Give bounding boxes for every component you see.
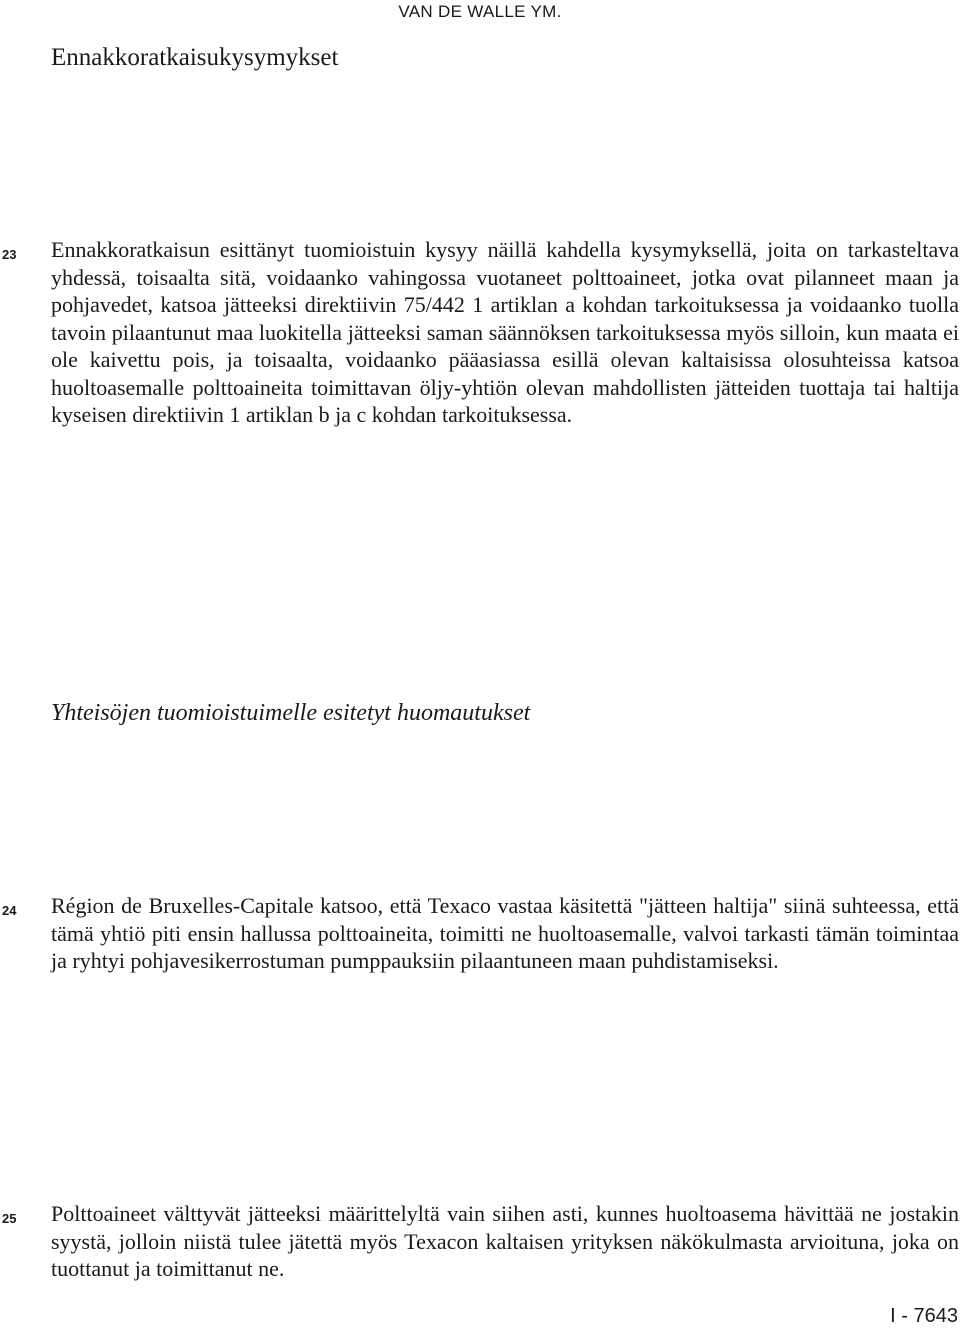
- paragraph-number: 24: [2, 903, 17, 918]
- section-heading-preliminary-questions: Ennakkoratkaisukysymykset: [51, 44, 339, 71]
- paragraph-text: Ennakkoratkaisun esittänyt tuomioistuin kysyy näillä kahdella kysymyksellä, joita on tarkasteltava yhdessä, toisaalta sitä, voidaanko vahingossa vuotaneet polttoaineet, jotka ovat pilanneet maan ja pohjavedet, katsoa jätteeksi direktiivin 75/442 1 artiklan a kohdan tarkoituksessa ja voidaanko tuolla tavoin pilaantunut maa luokitella jätteeksi saman säännöksen tarkoituksessa myös silloin, kun maata ei ole kaivettu pois, ja toisaalta, voidaanko pääasiassa esillä olevan kaltaisissa olosuhteissa katsoa huoltoasemalle polttoaineita toimittavan öljy-yhtiön olevan mahdollisten jätteiden tuottaja tai haltija kyseisen direktiivin 1 artiklan b ja c kohdan tarkoituksessa.: [51, 237, 959, 427]
- page-number: I - 7643: [890, 1305, 958, 1327]
- running-head: VAN DE WALLE YM.: [398, 2, 562, 21]
- section-heading-observations: Yhteisöjen tuomioistuimelle esitetyt huomautukset: [51, 700, 531, 726]
- paragraph-text: Région de Bruxelles-Capitale katsoo, että Texaco vastaa käsitettä "jätteen haltija" siinä suhteessa, että tämä yhtiö piti ensin hallussa polttoaineita, toimitti ne huoltoasemalle, valvoi tarkasti tämän toimintaa ja ryhtyi pohjavesikerrostuman pumppauksiin pilaantuneen maan puhdistamiseksi.: [51, 893, 959, 973]
- paragraph-text: Polttoaineet välttyvät jätteeksi määrittelyltä vain siihen asti, kunnes huoltoasema hävittää ne jostakin syystä, jolloin niistä tulee jätettä myös Texacon kaltaisen yrityksen näkökulmasta arvioituna, joka on tuottanut ja toimittanut ne.: [51, 1201, 959, 1281]
- paragraph-number: 25: [2, 1211, 17, 1226]
- paragraph-number: 23: [2, 247, 17, 262]
